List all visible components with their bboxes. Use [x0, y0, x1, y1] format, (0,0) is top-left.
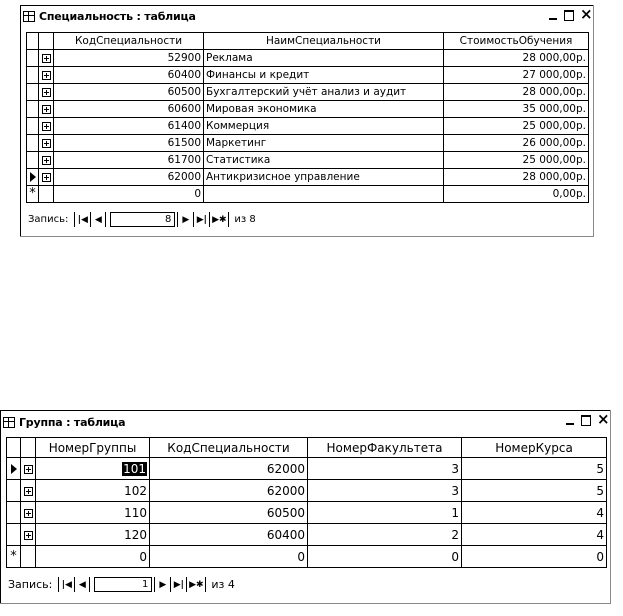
table-row[interactable]: [7, 502, 607, 524]
cell-group[interactable]: 102: [36, 480, 150, 502]
cell-name[interactable]: Мировая экономика: [204, 101, 444, 118]
window-border-bottom: [20, 236, 594, 237]
row-selector[interactable]: [27, 135, 39, 152]
expand-cell[interactable]: [21, 524, 36, 546]
expand-cell[interactable]: [39, 169, 54, 186]
plus-box-icon[interactable]: [42, 54, 51, 63]
expand-cell[interactable]: [39, 152, 54, 169]
expand-cell[interactable]: [21, 502, 36, 524]
row-selector[interactable]: [27, 50, 39, 67]
cell-kod[interactable]: 0: [54, 186, 204, 203]
column-header-name[interactable]: НаимСпециальности: [204, 33, 444, 50]
row-selector[interactable]: [7, 458, 21, 480]
next-record-icon[interactable]: ▶: [154, 577, 170, 592]
expand-cell[interactable]: [39, 101, 54, 118]
column-header-group[interactable]: НомерГруппы: [36, 438, 150, 458]
row-selector[interactable]: [27, 84, 39, 101]
specialty-table-window: [20, 5, 594, 237]
expand-cell[interactable]: [39, 84, 54, 101]
window-border-top: [0, 410, 611, 411]
cell-group[interactable]: [36, 458, 150, 480]
table-row[interactable]: [7, 524, 607, 546]
cell-course[interactable]: 5: [462, 480, 607, 502]
close-icon[interactable]: [578, 9, 592, 22]
maximize-icon[interactable]: [579, 414, 593, 427]
cell-cost[interactable]: 25 000,00р.: [444, 152, 589, 169]
cell-cost[interactable]: 25 000,00р.: [444, 118, 589, 135]
expand-cell[interactable]: [39, 67, 54, 84]
cell-kod[interactable]: 60400: [150, 524, 308, 546]
cell-kod[interactable]: 62000: [150, 458, 308, 480]
window-border-right: [610, 410, 611, 604]
cell-faculty[interactable]: 0: [308, 546, 462, 568]
cell-course[interactable]: 0: [462, 546, 607, 568]
column-header-kod[interactable]: КодСпециальности: [54, 33, 204, 50]
expand-cell[interactable]: [21, 458, 36, 480]
column-header-course[interactable]: НомерКурса: [462, 438, 607, 458]
window-title: Группа : таблица: [19, 415, 126, 429]
expand-cell[interactable]: [39, 118, 54, 135]
cell-faculty[interactable]: 3: [308, 458, 462, 480]
asterisk-icon[interactable]: *: [7, 546, 21, 568]
select-all-corner[interactable]: [27, 33, 39, 50]
asterisk-icon[interactable]: *: [27, 186, 39, 203]
plus-box-icon[interactable]: [42, 122, 51, 131]
window-border-bottom: [0, 603, 611, 604]
plus-box-icon[interactable]: [24, 531, 33, 540]
cell-name[interactable]: Финансы и кредит: [204, 67, 444, 84]
cell-cost[interactable]: 27 000,00р.: [444, 67, 589, 84]
plus-box-icon[interactable]: [42, 71, 51, 80]
row-selector[interactable]: [7, 480, 21, 502]
prev-record-icon[interactable]: ◀: [74, 577, 90, 592]
select-all-corner[interactable]: [7, 438, 21, 458]
cell-name[interactable]: Антикризисное управление: [204, 169, 444, 186]
table-row[interactable]: [27, 152, 589, 169]
cell-cost[interactable]: 28 000,00р.: [444, 50, 589, 67]
table-row[interactable]: [27, 135, 589, 152]
new-record-nav-icon[interactable]: ▶✱: [186, 577, 206, 592]
header-row: [27, 33, 589, 50]
table-row[interactable]: [27, 101, 589, 118]
cell-faculty[interactable]: 2: [308, 524, 462, 546]
table-row[interactable]: [7, 480, 607, 502]
record-navigator: [28, 212, 256, 227]
plus-box-icon[interactable]: [42, 173, 51, 182]
cell-kod[interactable]: 0: [150, 546, 308, 568]
cell-cost[interactable]: 28 000,00р.: [444, 169, 589, 186]
cell-group[interactable]: 110: [36, 502, 150, 524]
minimize-icon[interactable]: [546, 9, 560, 22]
plus-box-icon[interactable]: [24, 509, 33, 518]
plus-box-icon[interactable]: [42, 88, 51, 97]
row-selector[interactable]: [7, 524, 21, 546]
window-border-top: [20, 5, 594, 6]
cell-cost[interactable]: 28 000,00р.: [444, 84, 589, 101]
cell-name[interactable]: [204, 186, 444, 203]
cell-name[interactable]: Бухгалтерский учёт анализ и аудит: [204, 84, 444, 101]
last-record-icon[interactable]: ▶|: [193, 212, 209, 227]
cell-course[interactable]: 4: [462, 524, 607, 546]
cell-name[interactable]: Статистика: [204, 152, 444, 169]
cell-kod[interactable]: 60600: [54, 101, 204, 118]
expand-cell: [39, 186, 54, 203]
plus-box-icon[interactable]: [42, 139, 51, 148]
cell-name[interactable]: Коммерция: [204, 118, 444, 135]
new-record-row[interactable]: [27, 186, 589, 203]
cell-group[interactable]: 0: [36, 546, 150, 568]
cell-group[interactable]: 120: [36, 524, 150, 546]
row-selector[interactable]: [27, 101, 39, 118]
cell-cost[interactable]: 35 000,00р.: [444, 101, 589, 118]
row-selector[interactable]: [27, 67, 39, 84]
table-icon: [3, 417, 15, 428]
last-record-icon[interactable]: ▶|: [170, 577, 186, 592]
cell-kod[interactable]: 60500: [150, 502, 308, 524]
datasheet-grid: [26, 32, 589, 203]
first-record-icon[interactable]: |◀: [74, 212, 90, 227]
title-bar[interactable]: [0, 412, 611, 432]
selected-value[interactable]: 101: [123, 461, 146, 476]
cell-faculty[interactable]: 3: [308, 480, 462, 502]
table-row[interactable]: [27, 118, 589, 135]
first-record-icon[interactable]: |◀: [58, 577, 74, 592]
plus-box-icon[interactable]: [42, 156, 51, 165]
close-icon[interactable]: [595, 414, 609, 427]
expand-cell: [21, 546, 36, 568]
next-record-icon[interactable]: ▶: [177, 212, 193, 227]
row-selector[interactable]: [27, 152, 39, 169]
cell-kod[interactable]: 60400: [54, 67, 204, 84]
record-count: из 4: [211, 578, 235, 591]
expand-header: [21, 438, 36, 458]
table-row[interactable]: [7, 458, 607, 480]
record-label: Запись:: [8, 578, 53, 591]
plus-box-icon[interactable]: [24, 465, 33, 474]
cell-course[interactable]: 4: [462, 502, 607, 524]
cell-faculty[interactable]: 1: [308, 502, 462, 524]
cell-kod[interactable]: 61500: [54, 135, 204, 152]
record-label: Запись:: [28, 214, 69, 225]
group-table-window: [0, 410, 611, 604]
cell-kod[interactable]: 60500: [54, 84, 204, 101]
window-border-left: [0, 410, 1, 604]
expand-header: [39, 33, 54, 50]
cell-kod[interactable]: 61700: [54, 152, 204, 169]
expand-cell[interactable]: [39, 50, 54, 67]
column-header-cost[interactable]: СтоимостьОбучения: [444, 33, 589, 50]
record-pointer-icon: [11, 464, 17, 474]
cell-kod[interactable]: 62000: [54, 169, 204, 186]
new-record-nav-icon[interactable]: ▶✱: [209, 212, 229, 227]
record-pointer-icon: [30, 172, 36, 182]
column-header-kod[interactable]: КодСпециальности: [150, 438, 308, 458]
record-navigator: [8, 577, 235, 592]
row-selector[interactable]: [27, 118, 39, 135]
datasheet-grid: [6, 437, 607, 568]
record-count: из 8: [234, 214, 256, 225]
window-title: Специальность : таблица: [39, 9, 196, 23]
cell-cost[interactable]: 0,00р.: [444, 186, 589, 203]
cell-name[interactable]: Реклама: [204, 50, 444, 67]
record-number-field[interactable]: 1: [94, 577, 152, 592]
expand-cell[interactable]: [39, 135, 54, 152]
record-number-field[interactable]: 8: [110, 212, 175, 227]
expand-cell[interactable]: [21, 480, 36, 502]
title-bar[interactable]: [20, 7, 594, 25]
cell-kod[interactable]: 52900: [54, 50, 204, 67]
window-border-right: [593, 5, 594, 237]
plus-box-icon[interactable]: [42, 105, 51, 114]
prev-record-icon[interactable]: ◀: [90, 212, 106, 227]
row-selector[interactable]: [7, 502, 21, 524]
table-row[interactable]: [27, 169, 589, 186]
table-row[interactable]: [27, 84, 589, 101]
window-border-left: [20, 5, 21, 237]
column-header-faculty[interactable]: НомерФакультета: [308, 438, 462, 458]
minimize-icon[interactable]: [563, 414, 577, 427]
cell-kod[interactable]: 61400: [54, 118, 204, 135]
table-icon: [23, 11, 35, 22]
new-record-row[interactable]: [7, 546, 607, 568]
maximize-icon[interactable]: [562, 9, 576, 22]
cell-name[interactable]: Маркетинг: [204, 135, 444, 152]
cell-cost[interactable]: 26 000,00р.: [444, 135, 589, 152]
cell-course[interactable]: 5: [462, 458, 607, 480]
cell-kod[interactable]: 62000: [150, 480, 308, 502]
table-row[interactable]: [27, 50, 589, 67]
plus-box-icon[interactable]: [24, 487, 33, 496]
row-selector[interactable]: [27, 169, 39, 186]
table-row[interactable]: [27, 67, 589, 84]
header-row: [7, 438, 607, 458]
